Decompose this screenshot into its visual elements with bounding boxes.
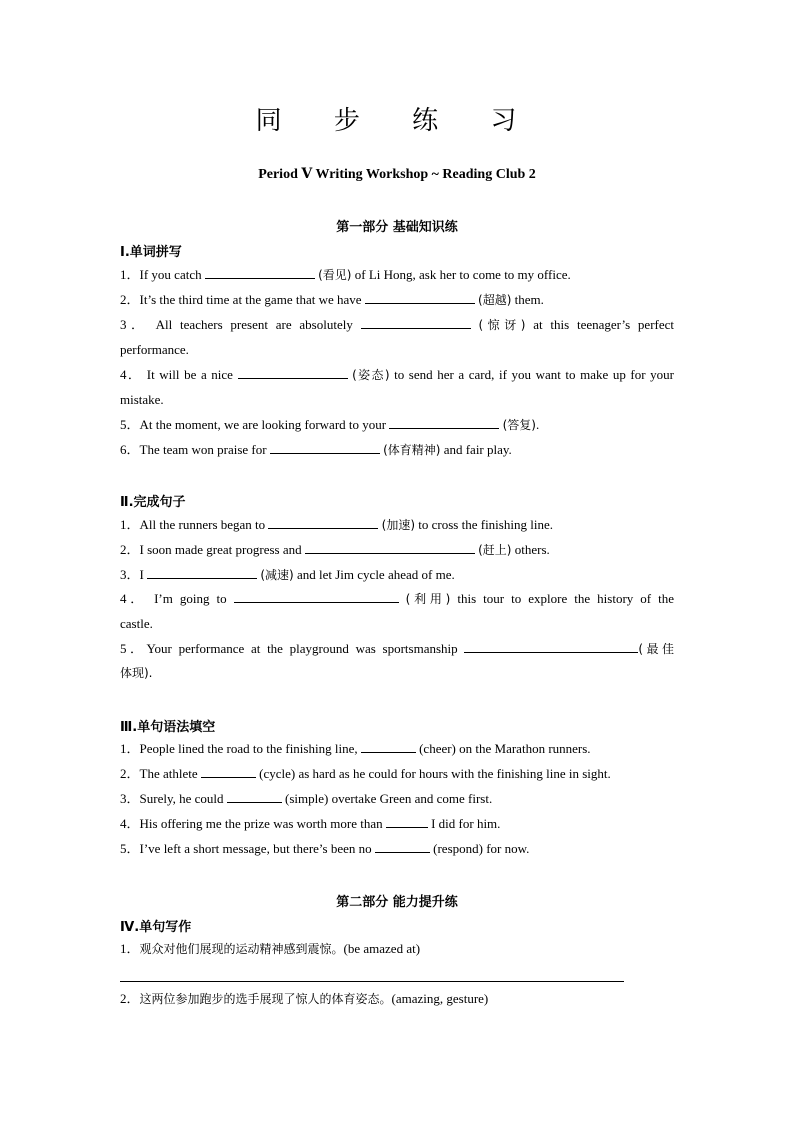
sec1-q3: 3． All teachers present are absolutely (惊讶) at this teenager’s perfect [120,312,674,338]
page-subtitle: Period Ⅴ Writing Workshop ~ Reading Club 2 [258,167,536,182]
sec1-q4-cont: mistake. [120,392,164,407]
sec2-q1: 1．All the runners began to (加速) to cross the finishing line. [120,512,674,538]
sec4-q1: 1．观众对他们展现的运动精神感到震惊。(be amazed at) [120,941,421,956]
sec2-q3: 3．I (减速) and let Jim cycle ahead of me. [120,562,674,588]
answer-blank[interactable] [268,514,378,529]
answer-blank[interactable] [361,314,471,329]
sec2-q2: 2．I soon made great progress and (赶上) others. [120,537,674,563]
sec2-heading: Ⅱ.完成句子 [120,495,186,510]
sec4-heading: Ⅳ.单句写作 [120,920,192,935]
sec2-q5-cont: 体现). [120,666,153,680]
sec1-q3-cont: performance. [120,342,189,357]
answer-blank[interactable] [389,414,499,429]
sec1-q6: 6．The team won praise for (体育精神) and fair play. [120,437,674,463]
sec1-q5: 5．At the moment, we are looking forward to your (答复). [120,412,674,438]
sec3-q2: 2．The athlete (cycle) as hard as he could for hours with the finishing line in sight. [120,761,674,786]
answer-blank[interactable] [227,788,282,803]
answer-blank[interactable] [201,763,256,778]
sec3-q5: 5．I’ve left a short message, but there’s been no (respond) for now. [120,836,674,861]
sec2-q4: 4． I’m going to (利用) this tour to explore the history of the [120,586,674,612]
answer-blank[interactable] [305,539,475,554]
answer-blank[interactable] [386,813,428,828]
answer-blank[interactable] [238,364,348,379]
sec1-heading: Ⅰ.单词拼写 [120,245,182,260]
sec1-q1: 1．If you catch (看见) of Li Hong, ask her to come to my office. [120,262,674,288]
sec3-heading: Ⅲ.单句语法填空 [120,720,216,735]
sec2-q4-cont: castle. [120,616,153,631]
sec3-q3: 3．Surely, he could (simple) overtake Green and come first. [120,786,674,811]
answer-blank[interactable] [361,738,416,753]
sec3-q1: 1．People lined the road to the finishing line, (cheer) on the Marathon runners. [120,736,674,761]
sec1-q4: 4． It will be a nice (姿态) to send her a card, if you want to make up for your [120,362,674,388]
page-title: 同 步 练 习 [255,106,539,136]
answer-blank[interactable] [464,638,638,653]
sec1-q2: 2．It’s the third time at the game that we have (超越) them. [120,287,674,313]
part1-heading: 第一部分 基础知识练 [336,220,458,235]
sec3-q4: 4．His offering me the prize was worth more than I did for him. [120,811,674,836]
sec2-q5: 5．Your performance at the playground was sportsmanship (最佳 [120,636,674,662]
answer-blank[interactable] [270,439,380,454]
answer-blank[interactable] [147,564,257,579]
sec4-q2: 2．这两位参加跑步的选手展现了惊人的体育姿态。(amazing, gesture) [120,991,489,1006]
answer-blank[interactable] [375,838,430,853]
answer-blank[interactable] [365,289,475,304]
part2-heading: 第二部分 能力提升练 [336,895,458,910]
answer-blank[interactable] [234,588,399,603]
answer-blank[interactable] [205,264,315,279]
answer-line[interactable] [120,981,624,982]
